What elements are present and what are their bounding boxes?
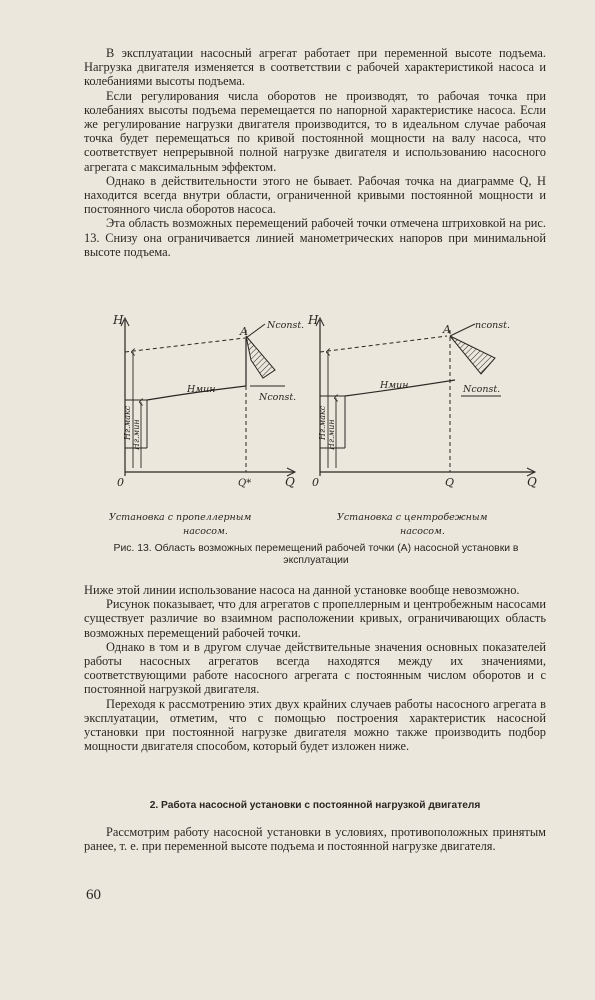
left-n-const-top: Nconst. bbox=[267, 320, 305, 331]
page-number: 60 bbox=[86, 887, 101, 903]
left-h-r-max: Hг.макс bbox=[123, 405, 132, 440]
figure-diagrams bbox=[95, 300, 555, 550]
right-axis-h-label: H bbox=[308, 313, 319, 327]
right-h-min: Hмин bbox=[380, 380, 409, 391]
right-axis-q-label: Q bbox=[527, 475, 537, 489]
right-n-const-bottom: Nconst. bbox=[463, 384, 501, 395]
right-h-r-min: Hг.мин bbox=[327, 419, 336, 450]
figure-13 bbox=[95, 300, 555, 550]
paragraph: Рисунок показывает, что для агрегатов с пропеллерным и центробежным насосами существует различие во взаимном расположении кривых, ограничивающих область возможных перемещений рабочей точки. bbox=[84, 597, 546, 640]
section-heading: 2. Работа насосной установки с постоянной нагрузкой двигателя bbox=[149, 800, 481, 811]
right-q-mid: Q bbox=[445, 476, 455, 489]
top-text-block bbox=[84, 46, 546, 259]
right-diagram bbox=[316, 318, 535, 476]
left-axis-q-label: Q bbox=[285, 475, 295, 489]
paragraph: Переходя к рассмотрению этих двух крайних случаев работы насосного агрегата в эксплуатации, отметим, что с помощью построения характеристик насосной установки при постоянной нагрузке двигателя можно также производить подбор мощности двигателя способом, который будет изложен ниже. bbox=[84, 696, 546, 754]
paragraph: Рассмотрим работу насосной установки в условиях, противоположных принятым ранее, т. е. при переменной высоте подъема и постоянной нагрузке двигателя. bbox=[84, 825, 546, 854]
paragraph: Ниже этой линии использование насоса на данной установке вообще невозможно. bbox=[84, 583, 520, 597]
left-q-star: Q* bbox=[238, 478, 252, 489]
left-h-min: Hмин bbox=[187, 384, 216, 395]
figure-caption: Рис. 13. Область возможных перемещений рабочей точки (A) насосной установки в эксплуатации bbox=[113, 543, 519, 566]
left-n-const-bottom: Nconst. bbox=[259, 392, 297, 403]
right-origin-label: 0 bbox=[312, 476, 319, 489]
left-label-line1: Установка с пропеллерным bbox=[109, 512, 252, 523]
bottom-text-block bbox=[84, 583, 546, 753]
left-origin-label: 0 bbox=[117, 476, 124, 489]
paragraph: Однако в том и в другом случае действительные значения основных показателей работы насосных агрегатов всегда находятся между их значениями, соответствующими работе насосного агрегата с постоянным числом оборотов и с постоянной нагрузкой двигателя. bbox=[84, 639, 546, 697]
right-point-a: A bbox=[443, 323, 451, 336]
paragraph: Если регулирования числа оборотов не производят, то рабочая точка при колебаниях высоты подъема перемещается по напорной характеристике насоса. Если же регулирование нагрузки двигателя производится, то в идеальном случае рабочая точка будет перемещаться по кривой постоянной мощности на валу насоса, что соответствует непрерывной полной нагрузке двигателя и использованию насосного агрегата с максимальным эффектом. bbox=[84, 88, 546, 174]
left-label-line2: насосом. bbox=[183, 526, 228, 537]
right-n-const-top: nconst. bbox=[475, 320, 510, 331]
paragraph: В эксплуатации насосный агрегат работает при переменной высоте подъема. Нагрузка двигателя изменяется в соответствии с рабочей характеристикой насоса и колебаниями высоты подъема. bbox=[84, 46, 546, 89]
right-h-r-max: Hг.макс bbox=[318, 405, 327, 440]
right-label-line1: Установка с центробежным bbox=[337, 512, 488, 523]
right-label-line2: насосом. bbox=[400, 526, 445, 537]
left-h-r-min: Hг.мин bbox=[132, 419, 141, 450]
left-axis-h-label: H bbox=[113, 313, 124, 327]
left-point-a: A bbox=[240, 325, 248, 338]
final-text-block bbox=[84, 825, 546, 853]
paragraph: Однако в действительности этого не бывает. Рабочая точка на диаграмме Q, H находится всегда внутри области, ограниченной кривыми постоянной мощности и постоянного числа оборотов насоса. bbox=[84, 173, 546, 217]
paragraph: Эта область возможных перемещений рабочей точки отмечена штриховкой на рис. 13. Снизу она ограничивается линией манометрических напоров при минимальной высоте подъема. bbox=[84, 216, 546, 259]
